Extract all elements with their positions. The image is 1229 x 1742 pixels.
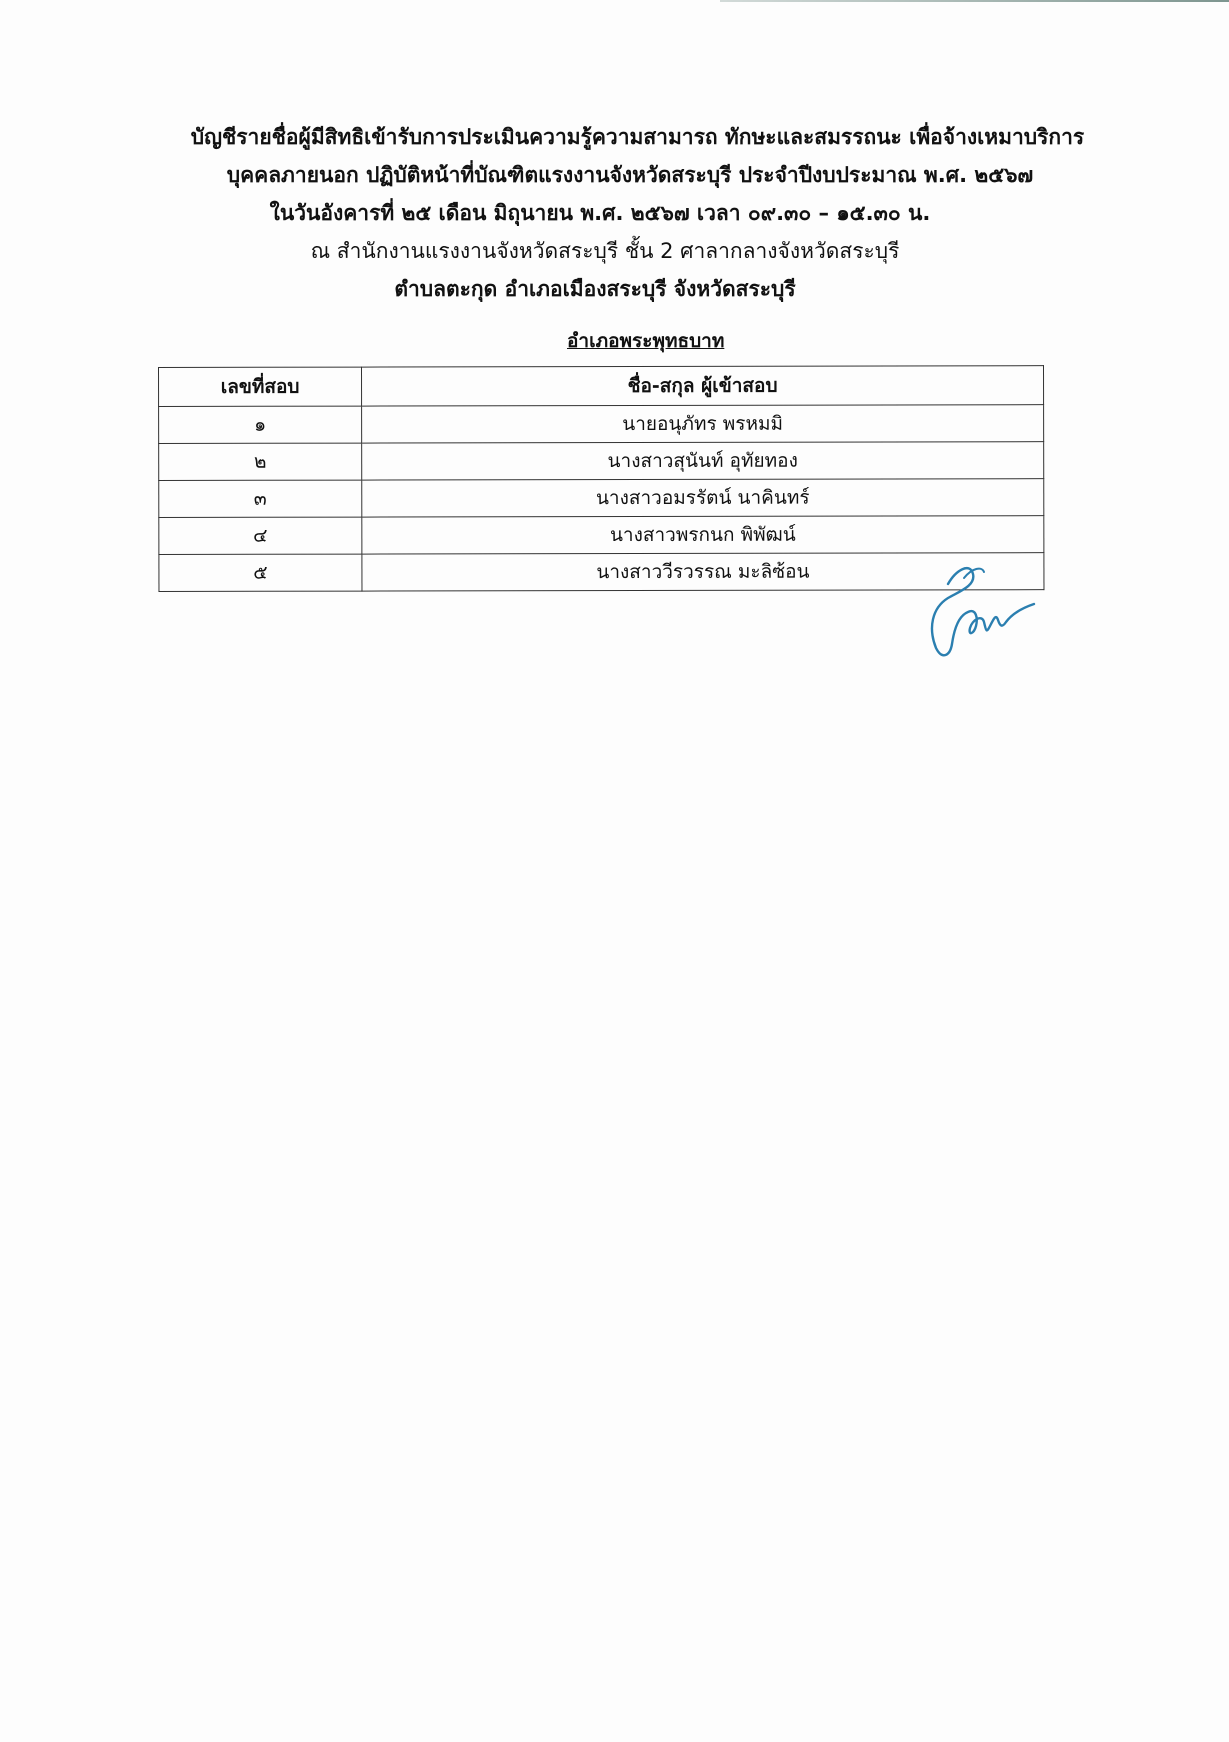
table-row [159, 553, 1044, 592]
table-row [159, 479, 1044, 518]
exam-number-cell: ๕ [159, 554, 362, 591]
table-row [159, 405, 1044, 444]
exam-number-cell: ๑ [159, 406, 362, 443]
scan-edge [720, 0, 1229, 2]
candidate-table [158, 365, 1044, 592]
candidate-name-cell: นางสาวอมรรัตน์ นาคินทร์ [362, 479, 1044, 517]
signature-stroke [932, 568, 1034, 655]
header-line-1: บัญชีรายชื่อผู้มีสิทธิเข้ารับการประเมินความรู้ความสามารถ ทักษะและสมรรถนะ เพื่อจ้างเหมาบริการ [190, 125, 1085, 149]
header-line-2: บุคคลภายนอก ปฏิบัติหน้าที่บัณฑิตแรงงานจังหวัดสระบุรี ประจำปีงบประมาณ พ.ศ. ๒๕๖๗ [226, 163, 1034, 187]
header-candidate-name: ชื่อ-สกุล ผู้เข้าสอบ [362, 366, 1044, 406]
header-exam-number: เลขที่สอบ [159, 367, 362, 406]
table-row [159, 442, 1044, 481]
handwritten-signature [918, 556, 1038, 666]
table-row [159, 516, 1044, 555]
exam-number-cell: ๓ [159, 480, 362, 517]
candidate-name-cell: นางสาวพรกนก พิพัฒน์ [362, 516, 1044, 554]
district-heading: อำเภอพระพุทธบาท [567, 330, 725, 352]
exam-number-cell: ๒ [159, 443, 362, 480]
header-line-5: ตำบลตะกุด อำเภอเมืองสระบุรี จังหวัดสระบุรี [394, 277, 796, 301]
exam-number-cell: ๔ [159, 517, 362, 554]
header-line-3: ในวันอังคารที่ ๒๕ เดือน มิถุนายน พ.ศ. ๒๕๖๗ เวลา ๐๙.๓๐ – ๑๕.๓๐ น. [269, 201, 931, 225]
candidate-name-cell: นางสาววีรวรรณ มะลิซ้อน [362, 553, 1044, 591]
document-header [150, 118, 1110, 308]
table-header-row [159, 366, 1044, 407]
header-line-4: ณ สำนักงานแรงงานจังหวัดสระบุรี ชั้น 2 ศาลากลางจังหวัดสระบุรี [310, 239, 900, 263]
candidate-name-cell: นายอนุภัทร พรหมมิ [362, 405, 1044, 443]
candidate-name-cell: นางสาวสุนันท์ อุทัยทอง [362, 442, 1044, 480]
